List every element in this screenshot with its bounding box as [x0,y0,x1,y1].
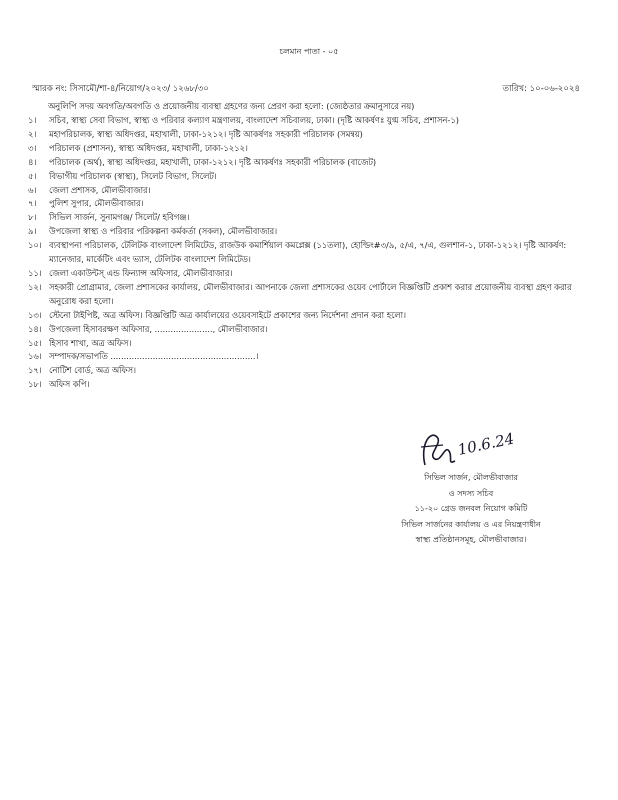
list-item: ৪। পরিচালক (অর্থ), স্বাস্থ্য অধিদপ্তর, মহাখালী, ঢাকা-১২১২। দৃষ্টি আকর্ষণঃ সহকারী পরিচালক (বাজেট) [28,156,377,167]
memo-number: স্মারক নং: সিসামৌ/শা-৪/নিয়োগ/২০২৩/ ১২৬৮/৩০ [32,84,209,94]
list-item: ২। মহাপরিচালক, স্বাস্থ্য অধিদপ্তর, মহাখালী, ঢাকা-১২১২। দৃষ্টি আকর্ষণঃ সহকারী পরিচালক (সমন্বয়) [28,128,363,139]
memo-date: তারিখ: ১০-০৬-২০২৪ [502,84,580,94]
signature-scrawl-icon [395,425,535,470]
list-item: ১৬। সম্পাদক/সভাপতি .......................................................। [28,351,259,362]
handwritten-signature [395,425,535,470]
distribution-intro: অনুলিপি সদয় অবগতি/অবগতি ও প্রয়োজনীয় ব্যবস্থা গ্রহণের জন্য প্রেরণ করা হলো: (জ্যেষ্ঠতার ক্রমানুসারে নয়) [48,101,415,111]
list-item: ১৭। নোটিশ বোর্ড, অত্র অফিস। [28,365,136,376]
list-item: ১৩। স্টেনো টাইপিষ্ট, অত্র অফিস। বিজ্ঞপ্তিটি অত্র কার্যালয়ের ওয়েবসাইটে প্রকাশের জন্য নির্দেশনা প্রদান করা হলো। [28,309,406,320]
list-item: ৬। জেলা প্রশাসক, মৌলভীবাজার। [28,184,151,195]
list-item: ৯। উপজেলা স্বাস্থ্য ও পরিবার পরিকল্পনা কর্মকর্তা (সকল), মৌলভীবাজার। [28,226,278,237]
signature-date: 10.6.24 [456,429,516,459]
list-item: ১৪। উপজেলা হিসাবরক্ষণ অফিসার, ......................, মৌলভীবাজার। [28,323,268,334]
list-item: ১৮। অফিস কপি। [28,379,90,390]
distribution-list [28,114,583,392]
list-item: ১৫। হিসাব শাখা, অত্র অফিস। [28,337,132,348]
list-item: ৫। বিভাগীয় পরিচালক (স্বাস্থ্য), সিলেট বিভাগ, সিলেট। [28,170,217,181]
signatory-title: সিভিল সার্জন, মৌলভীবাজার [424,473,518,482]
list-item: ৮। সিভিল সার্জন, সুনামগঞ্জ/ সিলেট/ হবিগঞ্জ। [28,212,190,223]
memo-line [32,82,580,96]
committee-name: ১১-২০ গ্রেড জনবল নিয়োগ কমিটি [414,504,528,514]
list-item: ১১। জেলা একাউন্টস্ এন্ড ফিন্যান্স অফিসার, মৌলভীবাজার। [28,267,233,278]
list-item: ১২। সহকারী প্রোগ্রামার, জেলা প্রশাসকের কার্যালয়, মৌলভীবাজার। আপনাকে জেলা প্রশাসকের ওয়েব পোর্টালে বিজ্ঞপ্তিটি প্রকাশ করার প্রয়োজনীয় ব্যবস্থা গ্রহণ করার অনুরোধ করা হলো। [28,281,572,306]
signature-block [366,470,576,548]
list-item: ১০। ব্যবস্থাপনা পরিচালক, টেলিটক বাংলাদেশ লিমিটেড, রাজউক কমার্শিয়াল কমপ্লেক্স (১১তলা), হোল্ডিং#৩/৯, ৫/এ, ৭/এ, গুলশান-১, ঢাকা-১২১২। দৃষ্টি আকর্ষণ: ম্যানেজার, মার্কেটিং এবং ভ্যাস, টেলিটক বাংলাদেশ লিমিটেড। [28,240,567,265]
signatory-role: ও সদস্য সচিব [448,488,494,498]
office-location: স্বাস্থ্য প্রতিষ্ঠানসমূহ, মৌলভীবাজার। [415,535,527,545]
list-item: ১। সচিব, স্বাস্থ্য সেবা বিভাগ, স্বাস্থ্য ও পরিবার কল্যাণ মন্ত্রণালয়, বাংলাদেশ সচিবালয়, ঢাকা। (দৃষ্টি আকর্ষণঃ যুগ্ম সচিব, প্রশাসন-১) [28,115,459,125]
office-name: সিভিল সার্জনের কার্যালয় ও এর নিয়ন্ত্রণাধীন [401,519,541,529]
page-label: চলমান পাতা - ০৫ [279,47,339,56]
list-item: ৩। পরিচালক (প্রশাসন), স্বাস্থ্য অধিদপ্তর, মহাখালী, ঢাকা-১২১২। [28,142,248,153]
list-item: ৭। পুলিশ সুপার, মৌলভীবাজার। [28,198,144,209]
